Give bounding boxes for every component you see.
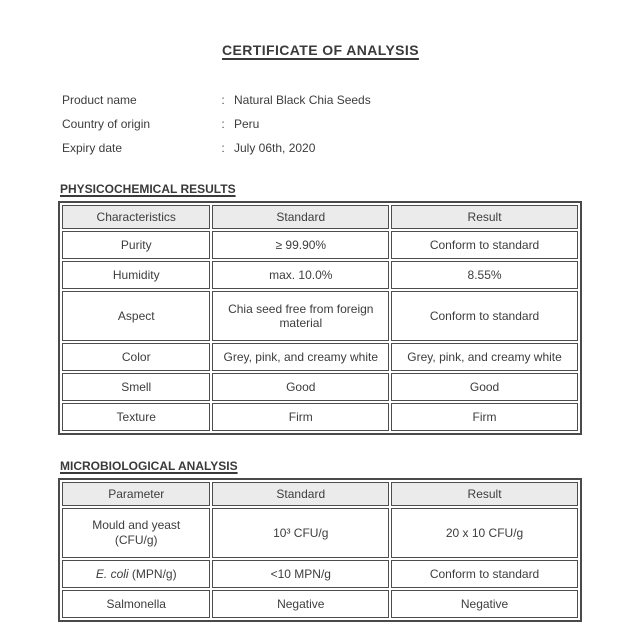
microbiological-section <box>58 459 582 622</box>
table-cell: ≥ 99.90% <box>212 231 389 259</box>
table-cell: <10 MPN/g <box>212 560 389 588</box>
microbiological-table <box>58 478 582 622</box>
country-of-origin-label: Country of origin <box>62 117 151 131</box>
table-cell: Humidity <box>62 261 210 289</box>
table-row-smell <box>62 373 578 401</box>
info-row-expiry-date <box>62 136 641 160</box>
table-cell: 8.55% <box>391 261 578 289</box>
table-cell: Texture <box>62 403 210 431</box>
header-cell-characteristics: Characteristics <box>62 205 210 229</box>
parameter-line-1: Mould and yeast <box>92 518 181 532</box>
physicochemical-heading: PHYSICOCHEMICAL RESULTS <box>60 182 236 196</box>
table-row-purity <box>62 231 578 259</box>
colon-separator: : <box>221 93 225 107</box>
table-cell: Chia seed free from foreign material <box>212 291 389 341</box>
table-cell: max. 10.0% <box>212 261 389 289</box>
table-cell: Conform to standard <box>391 291 578 341</box>
table-cell: Color <box>62 343 210 371</box>
header-cell-standard: Standard <box>212 482 389 506</box>
table-row-texture <box>62 403 578 431</box>
table-row-salmonella <box>62 590 578 618</box>
colon-separator: : <box>221 117 225 131</box>
table-cell: Good <box>212 373 389 401</box>
table-cell: Conform to standard <box>391 560 578 588</box>
table-cell: Salmonella <box>62 590 210 618</box>
physicochemical-section <box>58 182 582 435</box>
header-cell-parameter: Parameter <box>62 482 210 506</box>
table-cell <box>62 508 210 558</box>
info-row-country-of-origin <box>62 112 641 136</box>
table-cell: Aspect <box>62 291 210 341</box>
table-header-row <box>62 482 578 506</box>
table-row-humidity <box>62 261 578 289</box>
header-cell-standard: Standard <box>212 205 389 229</box>
expiry-date-value: July 06th, 2020 <box>234 141 316 155</box>
table-row-aspect <box>62 291 578 341</box>
table-row-mould-and-yeast <box>62 508 578 558</box>
table-cell: Conform to standard <box>391 231 578 259</box>
product-name-value: Natural Black Chia Seeds <box>234 93 371 107</box>
parameter-line-2: (CFU/g) <box>114 533 158 547</box>
table-row-e-coli <box>62 560 578 588</box>
table-cell: Negative <box>212 590 389 618</box>
table-row-color <box>62 343 578 371</box>
table-header-row <box>62 205 578 229</box>
table-cell: Smell <box>62 373 210 401</box>
table-cell: Good <box>391 373 578 401</box>
table-cell: 10³ CFU/g <box>212 508 389 558</box>
e-coli-unit-text: (MPN/g) <box>128 567 177 581</box>
header-cell-result: Result <box>391 482 578 506</box>
table-cell: Grey, pink, and creamy white <box>212 343 389 371</box>
table-cell: Purity <box>62 231 210 259</box>
colon-separator: : <box>221 141 225 155</box>
info-row-product-name <box>62 88 641 112</box>
table-cell: Firm <box>391 403 578 431</box>
table-cell: Firm <box>212 403 389 431</box>
document-title: CERTIFICATE OF ANALYSIS <box>222 42 419 58</box>
table-cell: Negative <box>391 590 578 618</box>
table-cell: 20 x 10 CFU/g <box>391 508 578 558</box>
country-of-origin-value: Peru <box>234 117 260 131</box>
product-name-label: Product name <box>62 93 137 107</box>
expiry-date-label: Expiry date <box>62 141 123 155</box>
physicochemical-table <box>58 201 582 435</box>
header-cell-result: Result <box>391 205 578 229</box>
table-cell <box>62 560 210 588</box>
microbiological-heading: MICROBIOLOGICAL ANALYSIS <box>60 459 238 473</box>
table-cell: Grey, pink, and creamy white <box>391 343 578 371</box>
product-info-block <box>62 88 641 160</box>
e-coli-italic-text: E. coli <box>95 567 129 581</box>
